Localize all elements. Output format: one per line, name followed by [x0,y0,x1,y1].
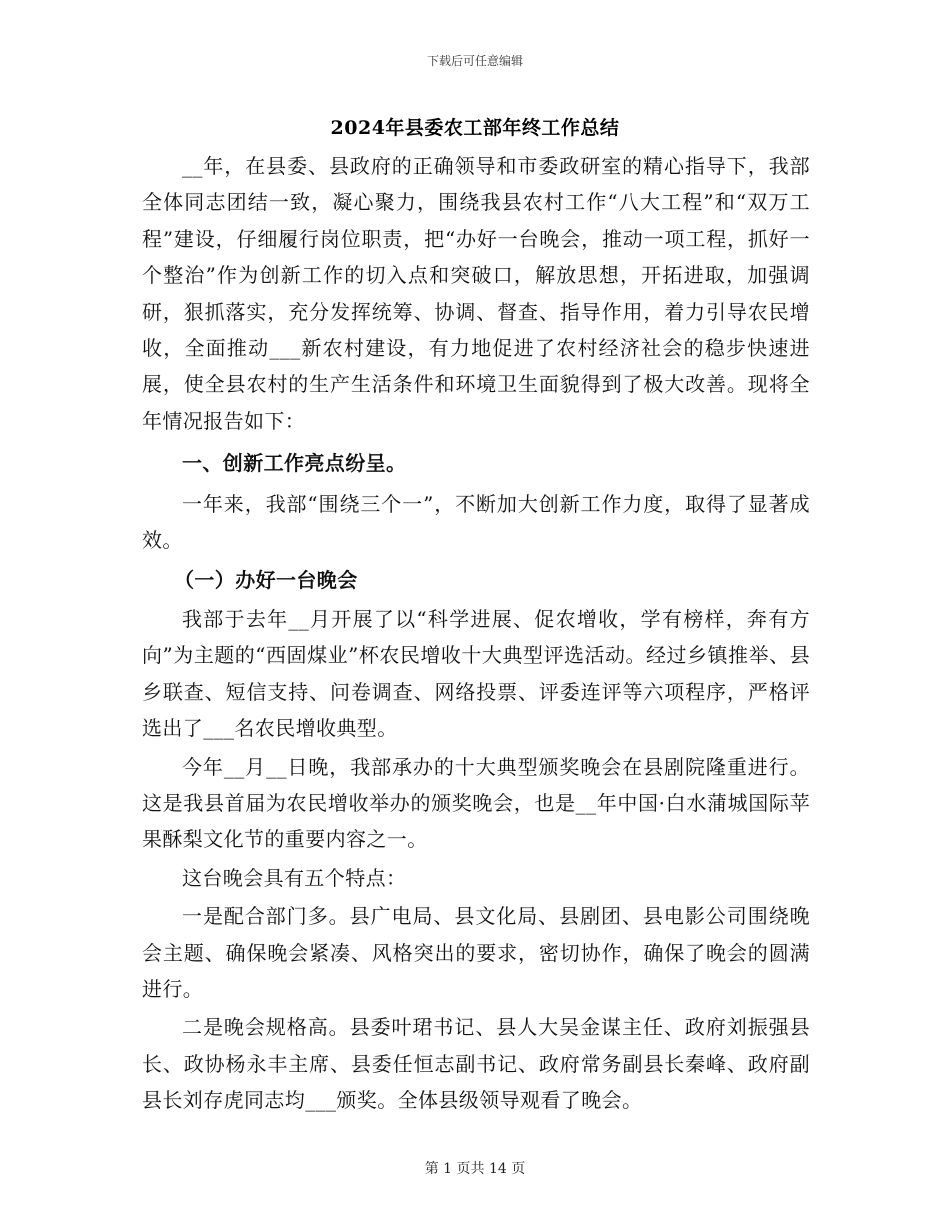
paragraph-innovation: 一年来，我部“围绕三个一”，不断加大创新工作力度，取得了显著成效。 [142,491,810,553]
paragraph-intro: __年，在县委、县政府的正确领导和市委政研室的精心指导下，我部全体同志团结一致，凝心聚力，围绕我县农村工作“八大工程”和“双万工程”建设，仔细履行岗位职责，把“办好一台晚会，推动一项工程，抓好一个整治”作为创新工作的切入点和突破口，解放思想，开拓进取，加强调研，狠抓落实，充分发挥统筹、协调、督查、指导作用，着力引导农民增收，全面推动___新农村建设，有力地促进了农村经济社会的稳步快速进展，使全县农村的生产生活条件和环境卫生面貌得到了极大改善。现将全年情况报告如下： [142,154,810,433]
section-heading-1: 一、创新工作亮点纷呈。 [182,451,407,476]
subsection-heading-1: （一）办好一台晚会 [174,568,358,593]
paragraph-gala: 今年__月__日晚，我部承办的十大典型颁奖晚会在县剧院隆重进行。这是我县首届为农民增收举办的颁奖晚会，也是__年中国·白水蒲城国际苹果酥梨文化节的重要内容之一。 [142,754,810,852]
page-number: 第 1 页共 14 页 [424,1161,526,1177]
paragraph-selection: 我部于去年__月开展了以“科学进展、促农增收，学有榜样，奔有方向”为主题的“西固煤业”杯农民增收十大典型评选活动。经过乡镇推举、县乡联查、短信支持、问卷调查、网络投票、评委连评等六项程序，严格评选出了___名农民增收典型。 [142,606,810,741]
document-title: 2024年县委农工部年终工作总结 [330,117,620,139]
paragraph-features-intro: 这台晚会具有五个特点： [182,865,407,890]
paragraph-feature-2: 二是晚会规格高。县委叶珺书记、县人大吴金谋主任、政府刘振强县长、政协杨永丰主席、县委任恒志副书记、政府常务副县长秦峰、政府副县长刘存虎同志均___颁奖。全体县级领导观看了晚会。 [142,1015,810,1113]
document-body [142,148,810,1119]
header-note: 下载后可任意编辑 [426,54,523,68]
paragraph-feature-1: 一是配合部门多。县广电局、县文化局、县剧团、县电影公司围绕晚会主题、确保晚会紧凑、风格突出的要求，密切协作，确保了晚会的圆满进行。 [142,904,810,1001]
